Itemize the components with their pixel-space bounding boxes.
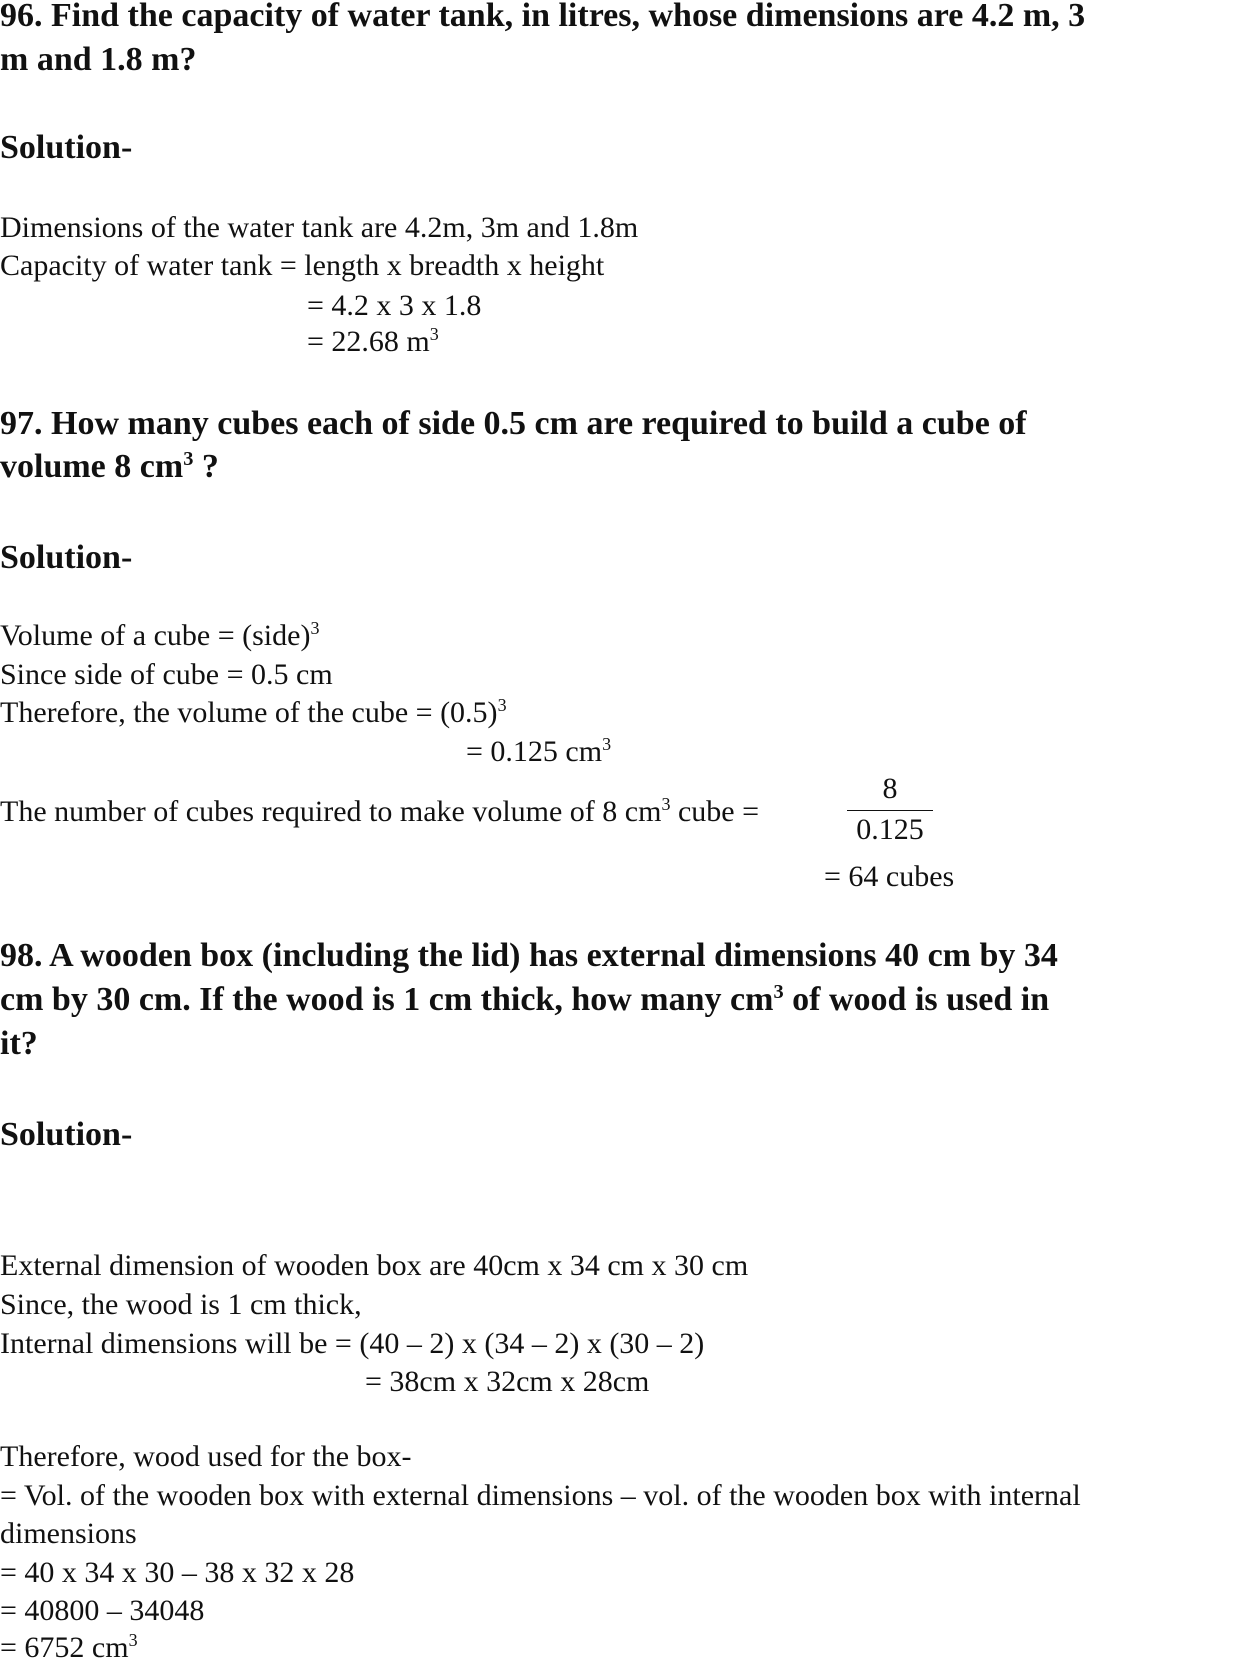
q96-step-4 bbox=[307, 324, 439, 360]
q97-step-5-end: cube = bbox=[670, 795, 760, 828]
q96-step-1: Dimensions of the water tank are 4.2m, 3m and 1.8m bbox=[0, 211, 639, 244]
q98-step-2: Since, the wood is 1 cm thick, bbox=[0, 1288, 362, 1321]
q97-line2-end: ? bbox=[193, 448, 219, 485]
q98-step-9: = 40800 – 34048 bbox=[0, 1594, 205, 1627]
q98-step-7: dimensions bbox=[0, 1517, 137, 1550]
q97-step-4 bbox=[466, 734, 611, 770]
superscript: 3 bbox=[429, 324, 439, 345]
q98-step-10 bbox=[0, 1630, 138, 1666]
q96-step-3: = 4.2 x 3 x 1.8 bbox=[307, 289, 482, 322]
q97-step-1-text: Volume of a cube = (side) bbox=[0, 619, 311, 652]
q97-step-5-text: The number of cubes required to make volume of 8 cm bbox=[0, 795, 662, 828]
q98-step-10-text: = 6752 cm bbox=[0, 1631, 129, 1664]
q98-line2-end: of wood is used in bbox=[783, 981, 1050, 1018]
q98-step-4: = 38cm x 32cm x 28cm bbox=[365, 1365, 650, 1398]
q98-line2-text: cm by 30 cm. If the wood is 1 cm thick, how many cm bbox=[0, 981, 774, 1018]
superscript: 3 bbox=[497, 695, 507, 716]
q97-step-6: = 64 cubes bbox=[824, 860, 955, 893]
superscript: 3 bbox=[128, 1630, 138, 1651]
fraction bbox=[847, 772, 933, 847]
solution-heading-97: Solution- bbox=[0, 539, 133, 576]
question-98-line1: 98. A wooden box (including the lid) has external dimensions 40 cm by 34 bbox=[0, 937, 1058, 974]
q97-step-2: Since side of cube = 0.5 cm bbox=[0, 658, 333, 691]
q97-step-4-text: = 0.125 cm bbox=[466, 735, 603, 768]
q96-step-2: Capacity of water tank = length x breadth x height bbox=[0, 249, 605, 282]
q96-step-4-text: = 22.68 m bbox=[307, 325, 430, 358]
question-98-line2 bbox=[0, 980, 1049, 1020]
superscript: 3 bbox=[661, 794, 671, 815]
superscript: 3 bbox=[602, 734, 612, 755]
fraction-bar bbox=[847, 810, 933, 811]
question-98-line3: it? bbox=[0, 1025, 38, 1062]
superscript: 3 bbox=[310, 618, 320, 639]
fraction-denominator: 0.125 bbox=[856, 813, 924, 846]
question-97-line2 bbox=[0, 447, 219, 487]
q98-step-8: = 40 x 34 x 30 – 38 x 32 x 28 bbox=[0, 1556, 355, 1589]
superscript: 3 bbox=[773, 980, 784, 1003]
q97-line2-text: volume 8 cm bbox=[0, 448, 184, 485]
q98-step-6: = Vol. of the wooden box with external dimensions – vol. of the wooden box with internal bbox=[0, 1479, 1081, 1512]
q97-step-3 bbox=[0, 695, 507, 731]
q98-step-5: Therefore, wood used for the box- bbox=[0, 1440, 412, 1473]
question-97-line1: 97. How many cubes each of side 0.5 cm are required to build a cube of bbox=[0, 405, 1027, 442]
fraction-numerator: 8 bbox=[882, 772, 898, 805]
q98-step-3: Internal dimensions will be = (40 – 2) x (34 – 2) x (30 – 2) bbox=[0, 1327, 705, 1360]
solution-heading-98: Solution- bbox=[0, 1116, 133, 1153]
question-96-line1: 96. Find the capacity of water tank, in litres, whose dimensions are 4.2 m, 3 bbox=[0, 0, 1086, 34]
solution-heading-96: Solution- bbox=[0, 129, 133, 166]
q97-step-5 bbox=[0, 794, 759, 830]
q98-step-1: External dimension of wooden box are 40cm x 34 cm x 30 cm bbox=[0, 1249, 749, 1282]
superscript: 3 bbox=[183, 447, 194, 470]
q97-step-3-text: Therefore, the volume of the cube = (0.5) bbox=[0, 696, 498, 729]
q97-step-1 bbox=[0, 618, 319, 654]
question-96-line2: m and 1.8 m? bbox=[0, 41, 197, 78]
